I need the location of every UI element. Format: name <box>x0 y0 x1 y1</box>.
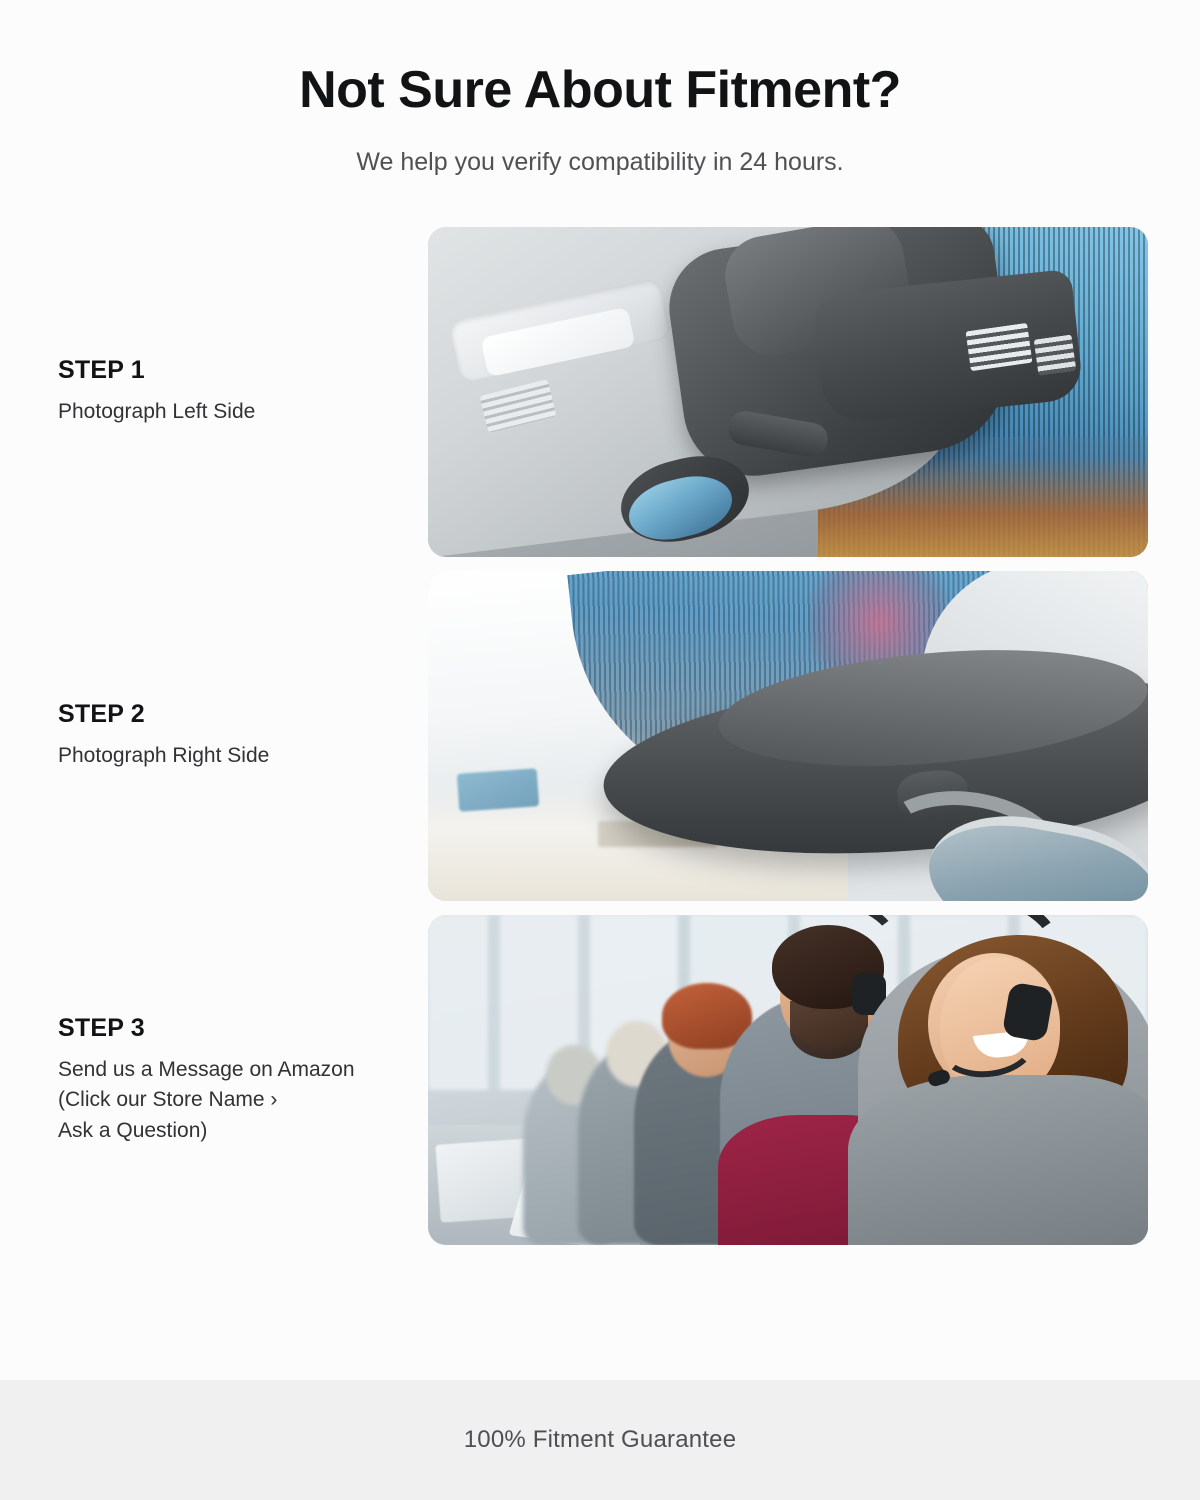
footer <box>0 1380 1200 1500</box>
step-3-description <box>58 1055 408 1146</box>
step-1-image <box>428 227 1148 557</box>
step-2-label: STEP 2 <box>58 700 145 729</box>
agent-sweater-near <box>848 1075 1148 1245</box>
step-3-line-1: Send us a Message on Amazon <box>58 1058 355 1082</box>
step-1-description: Photograph Left Side <box>58 400 256 424</box>
step-2-text <box>58 700 428 771</box>
step-3-image <box>428 915 1148 1245</box>
sensor-grill-right <box>1034 335 1077 376</box>
step-item <box>0 915 1200 1245</box>
fitment-guarantee-text: 100% Fitment Guarantee <box>463 1426 737 1453</box>
page-title: Not Sure About Fitment? <box>299 61 901 119</box>
header <box>0 0 1200 177</box>
step-2-image <box>428 571 1148 901</box>
step-3-text <box>58 1014 428 1146</box>
steps-list <box>0 227 1200 1245</box>
roadside-sign-blur <box>457 768 539 811</box>
step-item <box>0 571 1200 901</box>
step-3-line-2: (Click our Store Name › <box>58 1088 278 1112</box>
step-3-label: STEP 3 <box>58 1014 145 1043</box>
step-1-label: STEP 1 <box>58 356 145 385</box>
step-1-text <box>58 356 428 427</box>
step-3-line-3: Ask a Question) <box>58 1118 208 1142</box>
step-item <box>0 227 1200 557</box>
step-2-description: Photograph Right Side <box>58 744 270 768</box>
page-subtitle: We help you verify compatibility in 24 hours. <box>356 148 844 177</box>
